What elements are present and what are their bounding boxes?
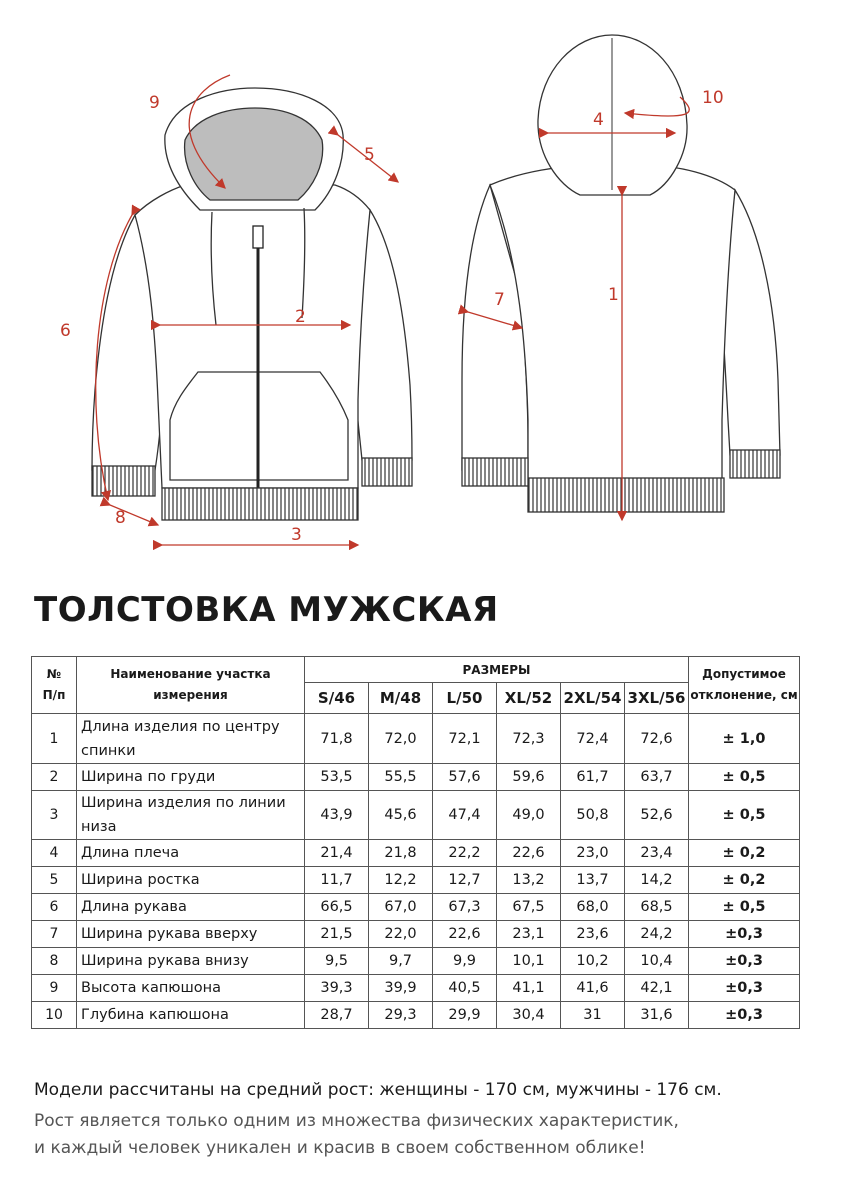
row-value: 9,5 [305,948,369,975]
note-uniqueness-1: Рост является только одним из множества физических характеристик, [34,1111,679,1131]
row-name: Ширина рукава внизу [77,948,305,975]
row-value: 23,0 [561,840,625,867]
row-value: 72,3 [497,714,561,764]
table-row [32,867,800,894]
row-number: 4 [32,840,77,867]
row-value: 29,9 [433,1002,497,1029]
row-tolerance: ±0,3 [689,975,800,1002]
row-value: 68,5 [625,894,689,921]
row-value: 63,7 [625,764,689,791]
row-name: Глубина капюшона [77,1002,305,1029]
notes [34,1080,722,1162]
table-row [32,764,800,791]
row-value: 12,2 [369,867,433,894]
row-value: 67,3 [433,894,497,921]
header-tolerance: Допустимое отклонение, см [689,657,800,714]
marker-6: 6 [60,321,71,341]
size-table [31,656,800,1029]
row-name: Высота капюшона [77,975,305,1002]
row-name: Длина плеча [77,840,305,867]
row-value: 28,7 [305,1002,369,1029]
row-value: 9,7 [369,948,433,975]
row-value: 53,5 [305,764,369,791]
row-value: 72,1 [433,714,497,764]
row-value: 31,6 [625,1002,689,1029]
row-number: 5 [32,867,77,894]
row-value: 41,1 [497,975,561,1002]
row-value: 10,2 [561,948,625,975]
row-value: 47,4 [433,791,497,840]
row-value: 23,1 [497,921,561,948]
size-header: 3XL/56 [625,683,689,714]
row-number: 2 [32,764,77,791]
row-tolerance: ± 1,0 [689,714,800,764]
row-value: 50,8 [561,791,625,840]
row-tolerance: ± 0,5 [689,791,800,840]
row-value: 29,3 [369,1002,433,1029]
size-header: S/46 [305,683,369,714]
row-value: 23,6 [561,921,625,948]
row-value: 21,5 [305,921,369,948]
table-row [32,975,800,1002]
row-number: 1 [32,714,77,764]
page-title: ТОЛСТОВКА МУЖСКАЯ [34,590,499,630]
row-tolerance: ± 0,2 [689,867,800,894]
row-number: 9 [32,975,77,1002]
row-value: 40,5 [433,975,497,1002]
row-value: 72,0 [369,714,433,764]
row-value: 57,6 [433,764,497,791]
marker-8: 8 [115,508,126,528]
row-value: 59,6 [497,764,561,791]
row-value: 11,7 [305,867,369,894]
size-header: L/50 [433,683,497,714]
table-row [32,791,800,840]
row-value: 72,4 [561,714,625,764]
row-tolerance: ± 0,5 [689,764,800,791]
marker-7: 7 [494,290,505,310]
row-value: 61,7 [561,764,625,791]
row-value: 12,7 [433,867,497,894]
row-value: 68,0 [561,894,625,921]
row-value: 42,1 [625,975,689,1002]
row-number: 7 [32,921,77,948]
row-value: 39,3 [305,975,369,1002]
garment-diagrams [0,0,841,570]
header-sizes: РАЗМЕРЫ [305,657,689,683]
marker-5: 5 [364,145,375,165]
row-name: Длина рукава [77,894,305,921]
table-row [32,921,800,948]
table-row [32,1002,800,1029]
header-number: № П/п [32,657,77,714]
row-name: Ширина рукава вверху [77,921,305,948]
header-measurement-name: Наименование участка измерения [77,657,305,714]
row-value: 55,5 [369,764,433,791]
row-value: 72,6 [625,714,689,764]
row-value: 45,6 [369,791,433,840]
table-row [32,714,800,764]
row-value: 67,0 [369,894,433,921]
marker-10: 10 [702,88,724,108]
row-value: 21,8 [369,840,433,867]
size-header: XL/52 [497,683,561,714]
row-value: 24,2 [625,921,689,948]
row-value: 21,4 [305,840,369,867]
row-value: 14,2 [625,867,689,894]
row-value: 67,5 [497,894,561,921]
size-header: 2XL/54 [561,683,625,714]
row-value: 66,5 [305,894,369,921]
row-tolerance: ±0,3 [689,921,800,948]
marker-3: 3 [291,525,302,545]
row-value: 9,9 [433,948,497,975]
back-view [462,35,780,512]
row-name: Ширина по груди [77,764,305,791]
row-value: 22,0 [369,921,433,948]
row-tolerance: ± 0,2 [689,840,800,867]
row-value: 13,7 [561,867,625,894]
row-value: 39,9 [369,975,433,1002]
row-value: 71,8 [305,714,369,764]
note-uniqueness-2: и каждый человек уникален и красив в своем собственном облике! [34,1138,646,1158]
size-header: M/48 [369,683,433,714]
row-value: 22,6 [433,921,497,948]
table-body [32,714,800,1029]
row-number: 6 [32,894,77,921]
marker-9: 9 [149,93,160,113]
note-height: Модели рассчитаны на средний рост: женщины - 170 см, мужчины - 176 см. [34,1080,722,1100]
row-value: 13,2 [497,867,561,894]
row-value: 31 [561,1002,625,1029]
row-tolerance: ±0,3 [689,948,800,975]
row-value: 10,4 [625,948,689,975]
row-name: Ширина изделия по линии низа [77,791,305,840]
row-tolerance: ± 0,5 [689,894,800,921]
table-row [32,894,800,921]
row-number: 10 [32,1002,77,1029]
table-header-row [32,657,800,683]
marker-2: 2 [295,307,306,327]
row-value: 49,0 [497,791,561,840]
row-value: 22,2 [433,840,497,867]
row-value: 41,6 [561,975,625,1002]
row-value: 30,4 [497,1002,561,1029]
row-number: 8 [32,948,77,975]
row-name: Ширина ростка [77,867,305,894]
marker-1: 1 [608,285,619,305]
row-tolerance: ±0,3 [689,1002,800,1029]
row-value: 43,9 [305,791,369,840]
row-value: 22,6 [497,840,561,867]
row-value: 23,4 [625,840,689,867]
table-row [32,948,800,975]
row-name: Длина изделия по центру спинки [77,714,305,764]
row-value: 10,1 [497,948,561,975]
row-number: 3 [32,791,77,840]
row-value: 52,6 [625,791,689,840]
table-row [32,840,800,867]
marker-4: 4 [593,110,604,130]
